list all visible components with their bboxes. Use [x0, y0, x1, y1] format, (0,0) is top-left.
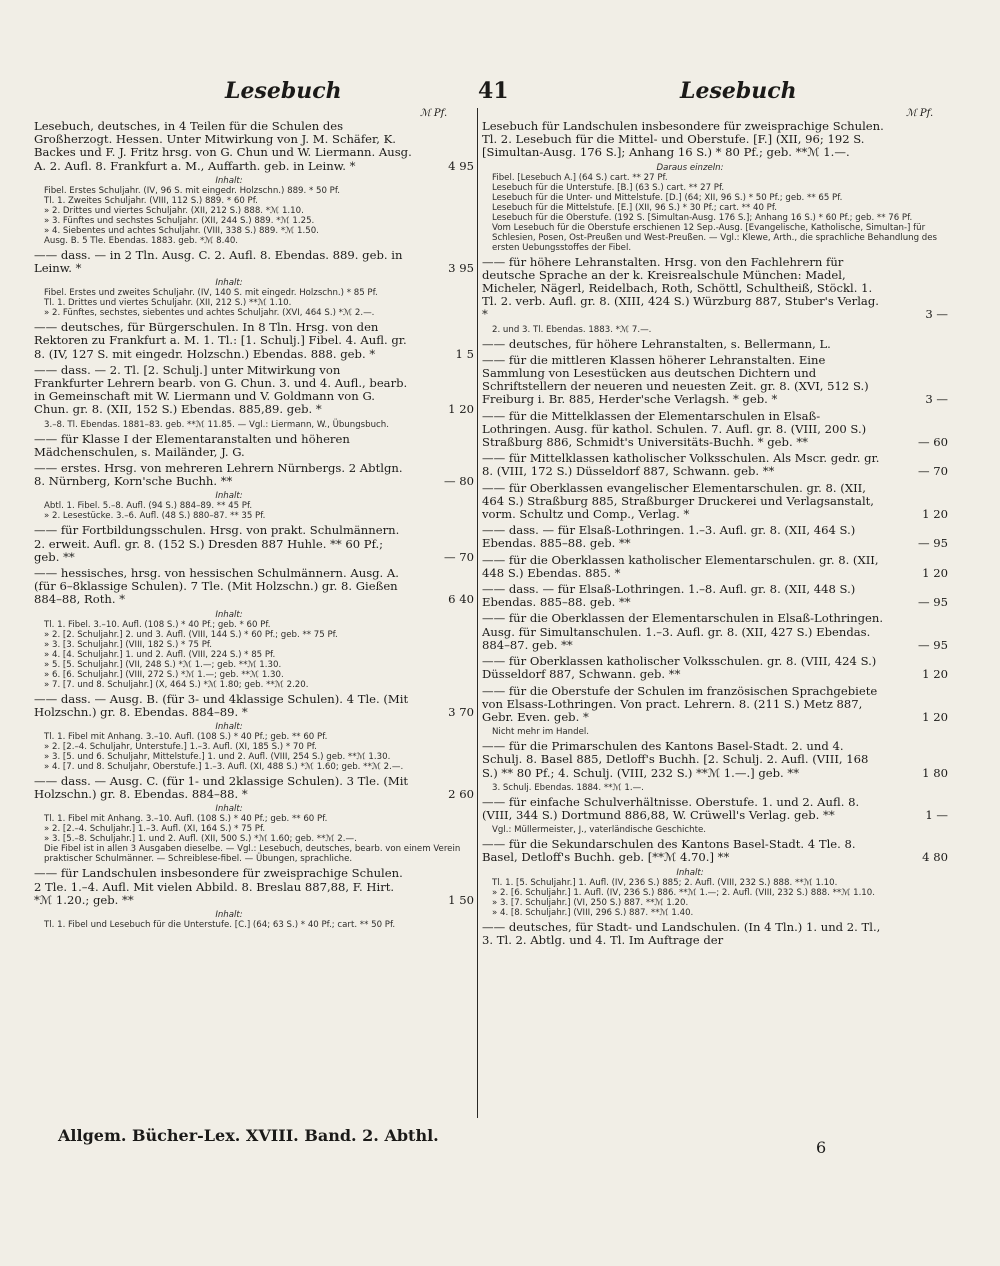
contents-line: Tl. 1. Fibel und Lesebuch für die Unterstufe. [C.] (64; 63 S.) * 40 Pf.; cart. ** 50 Pf. [44, 920, 396, 931]
contents-line: » 4. Siebentes und achtes Schuljahr. (VIII, 338 S.) 889. *ℳ 1.50. [44, 225, 319, 236]
bibliography-entry [482, 685, 948, 725]
bibliography-entry [34, 567, 474, 607]
contents-line: » 6. [6. Schuljahr.] (VIII, 272 S.) *ℳ 1.—; geb. **ℳ 1.30. [44, 669, 284, 680]
left-column [34, 120, 474, 1120]
entry-text: —— deutsches, für Bürgerschulen. In 8 Tln. Hrsg. von den Rektoren zu Frankfurt a. M. 1. Tl.: [1. Schulj.] Fibel. 4. Aufl. gr. 8. (IV, 127 S. mit eingedr. Holzschn.) Ebendas. 888. geb. * [34, 320, 407, 361]
signature-line: Allgem. Bücher-Lex. XVIII. Band. 2. Abthl. [58, 1126, 439, 1145]
bibliography-entry [482, 612, 948, 652]
contents-line: » 3. [5. und 6. Schuljahr, Mittelstufe.] 1. und 2. Aufl. (VIII, 254 S.) geb. **ℳ 1.30. [44, 752, 391, 763]
contents-line: » 2. [2. Schuljahr.] 2. und 3. Aufl. (VIII, 144 S.) * 60 Pf.; geb. ** 75 Pf. [44, 629, 338, 640]
entry-text: —— für die mittleren Klassen höherer Lehranstalten. Eine Sammlung von Lesestücken aus deutschen Dichtern und Schriftstellern der neueren und neuesten Zeit. gr. 8. (XVI, 512 S.) Freiburg i. Br. 885, Herder'sche Verlagsh. * geb. * [482, 352, 869, 407]
bibliography-entry [34, 120, 474, 173]
entry-contents [34, 176, 474, 246]
entry-text: —— für Klasse I der Elementaranstalten und höheren Mädchenschulen, s. Mailänder, J. G. [34, 431, 350, 459]
entry-text: —— für Fortbildungsschulen. Hrsg. von prakt. Schulmännern. 2. erweit. Aufl. gr. 8. (152 S.) Dresden 887 Huhle. ** 60 Pf.; geb. ** [34, 523, 400, 564]
contents-line: Lesebuch für die Unterstufe. [B.] (63 S.) cart. ** 27 Pf. [492, 182, 725, 193]
entry-contents [482, 325, 948, 335]
entry-contents [34, 722, 474, 772]
entry-text: —— für die Oberklassen der Elementarschulen in Elsaß-Lothringen. Ausg. für Simultanschulen. 1.–3. Aufl. gr. 8. (XII, 427 S.) Ebendas. 884–87. geb. ** [482, 611, 884, 652]
bibliography-entry [482, 740, 948, 780]
contents-line: » 2. Lesestücke. 3.–6. Aufl. (48 S.) 880–87. ** 35 Pf. [44, 511, 266, 522]
contents-heading: Inhalt: [215, 722, 243, 733]
contents-line: Tl. 1. [5. Schuljahr.] 1. Aufl. (IV, 236 S.) 885; 2. Aufl. (VIII, 232 S.) 888. **ℳ 1.10. [492, 877, 838, 888]
entry-contents [482, 727, 948, 737]
entry-text: —— erstes. Hrsg. von mehreren Lehrern Nürnbergs. 2 Abtlgn. 8. Nürnberg, Korn'sche Buchh. ** [34, 461, 403, 489]
contents-heading: Inhalt: [215, 175, 243, 186]
running-head-right: Lesebuch [680, 78, 797, 104]
entry-text: —— für höhere Lehranstalten. Hrsg. von den Fachlehrern für deutsche Sprache an der k. Kreisrealschule München: Madel, Micheler, Nägerl, Reidelbach, Roth, Schöttl, Schultheiß, Stöckl. 1. Tl. 2. verb. Aufl. gr. 8. (XIII, 424 S.) Würzburg 887, Stuber's Verlag. * [482, 254, 879, 322]
entry-contents [34, 804, 474, 864]
entry-price: — 70 [917, 464, 948, 479]
entry-contents [34, 610, 474, 690]
entry-text: Lesebuch für Landschulen insbesondere für zweisprachige Schulen. Tl. 2. Lesebuch für die Mittel- und Oberstufe. [F.] (XII, 96; 192 S. [Simultan-Ausg. 176 S.]; Anhang 16 S.) * 80 Pf.; geb. **ℳ 1.—. [482, 120, 884, 160]
contents-line: » 3. Fünftes und sechstes Schuljahr. (XII, 244 S.) 889. *ℳ 1.25. [44, 215, 315, 226]
contents-line: Vom Lesebuch für die Oberstufe erschienen 12 Sep.-Ausg. [Evangelische, Katholische, Simultan-] für Schlesien, Posen, Ost-Preußen und West-Preußen. — Vgl.: Klewe, Arth., die sprachliche Behandlung des ersten Uebungsstoffes der Fibel. [492, 222, 938, 253]
entry-contents [34, 910, 474, 930]
bibliography-entry [34, 364, 474, 417]
contents-line: Lesebuch für die Unter- und Mittelstufe. [D.] (64; XII, 96 S.) * 50 Pf.; geb. ** 65 Pf. [492, 192, 843, 203]
contents-line: Fibel. Erstes und zweites Schuljahr. (IV, 140 S. mit eingedr. Holzschn.) * 85 Pf. [44, 288, 378, 299]
entry-text: —— für Mittelklassen katholischer Volksschulen. Als Mscr. gedr. gr. 8. (VIII, 172 S.) Düsseldorf 887, Schwann. geb. ** [482, 451, 880, 479]
entry-text: —— dass. — für Elsaß-Lothringen. 1.–3. Aufl. gr. 8. (XII, 464 S.) Ebendas. 885–88. geb. ** [482, 523, 856, 551]
bibliography-entry [482, 554, 948, 580]
entry-text: —— dass. — 2. Tl. [2. Schulj.] unter Mitwirkung von Frankfurter Lehrern bearb. von G. Chun. 3. und 4. Aufl., bearb. in Gemeinschaft mit W. Liermann und V. Goldmann von G. Chun. gr. 8. (XII, 152 S.) Ebendas. 885,89. geb. * [34, 362, 408, 417]
contents-line: » 3. [3. Schuljahr.] (VIII, 182 S.) * 75 Pf. [44, 639, 213, 650]
bibliography-entry [482, 655, 948, 681]
right-column [482, 120, 948, 1130]
contents-line: 3. Schulj. Ebendas. 1884. **ℳ 1.—. [492, 782, 644, 793]
entry-price: 4 80 [922, 850, 948, 865]
entry-price: 4 95 [448, 158, 474, 173]
entry-price: 1 80 [922, 765, 948, 780]
contents-line: Tl. 1. Fibel. 3.–10. Aufl. (108 S.) * 40 Pf.; geb. * 60 Pf. [44, 619, 271, 630]
contents-line: » 2. [6. Schuljahr.] 1. Aufl. (IV, 236 S.) 886. **ℳ 1.—; 2. Aufl. (VIII, 232 S.) 888. **ℳ 1.10. [492, 887, 875, 898]
entry-text: —— dass. — Ausg. C. (für 1- und 2klassige Schulen). 3 Tle. (Mit Holzschn.) gr. 8. Ebendas. 884–88. * [34, 774, 409, 802]
contents-heading: Inhalt: [215, 609, 243, 620]
entry-price: — 95 [917, 536, 948, 551]
entry-price: 1 20 [922, 709, 948, 724]
entry-text: —— für die Oberklassen katholischer Elementarschulen. gr. 8. (XII, 448 S.) Ebendas. 885. * [482, 552, 879, 580]
bibliography-entry [34, 433, 474, 459]
bibliography-entry [34, 867, 474, 907]
contents-line: Abtl. 1. Fibel. 5.–8. Aufl. (94 S.) 884–89. ** 45 Pf. [44, 501, 253, 512]
entry-text: —— für Landschulen insbesondere für zweisprachige Schulen. 2 Tle. 1.–4. Aufl. Mit vielen Abbild. 8. Breslau 887,88, F. Hirt. *ℳ 1.20.; geb. ** [34, 866, 403, 907]
bibliography-entry [34, 693, 474, 719]
contents-heading: Daraus einzeln: [656, 162, 724, 173]
bibliography-entry [34, 524, 474, 564]
contents-line: Nicht mehr im Handel. [492, 727, 589, 738]
entry-contents [34, 491, 474, 521]
contents-line: Die Fibel ist in allen 3 Ausgaben dieselbe. — Vgl.: Lesebuch, deutsches, bearb. von einem Verein praktischer Schulmänner. — Schreiblese-fibel. — Übungen, sprachliche. [44, 844, 461, 865]
entry-text: —— deutsches, für höhere Lehranstalten, s. Bellermann, L. [482, 336, 831, 351]
entry-price: 1 5 [455, 346, 474, 361]
contents-line: Tl. 1. Fibel mit Anhang. 3.–10. Aufl. (108 S.) * 40 Pf.; geb. ** 60 Pf. [44, 732, 328, 743]
contents-line: » 3. [5.–8. Schuljahr.] 1. und 2. Aufl. (XII, 500 S.) *ℳ 1.60; geb. **ℳ 2.—. [44, 834, 357, 845]
entry-contents [482, 825, 948, 835]
entry-text: —— für die Oberstufe der Schulen im französischen Sprachgebiete von Elsass-Lothringen. Von pract. Lehrern. 8. (211 S.) Metz 887, Gebr. Even. geb. * [482, 683, 878, 724]
entry-price: 1 20 [922, 565, 948, 580]
running-head-left: Lesebuch [225, 78, 342, 104]
contents-line: » 2. Drittes und viertes Schuljahr. (XII, 212 S.) 888. *ℳ 1.10. [44, 205, 304, 216]
bibliography-entry [482, 838, 948, 864]
entry-price: — 70 [443, 549, 474, 564]
contents-line: » 4. [8. Schuljahr.] (VIII, 296 S.) 887. **ℳ 1.40. [492, 907, 694, 918]
entry-contents [482, 783, 948, 793]
bibliography-entry [34, 249, 474, 275]
page-number: 41 [478, 78, 509, 104]
entry-text: —— für die Mittelklassen der Elementarschulen in Elsaß-Lothringen. Ausg. für kathol. Schulen. 7. Aufl. gr. 8. (VIII, 200 S.) Straßburg 886, Schmidt's Universitäts-Buchh. * geb. ** [482, 408, 867, 450]
entry-price: 3 — [925, 392, 948, 407]
bibliography-entry [34, 775, 474, 801]
entry-text: —— dass. — für Elsaß-Lothringen. 1.–8. Aufl. gr. 8. (XII, 448 S.) Ebendas. 885–88. geb. ** [482, 582, 856, 610]
entry-contents [482, 868, 948, 918]
entry-price: 1 20 [922, 507, 948, 522]
bibliography-entry [482, 482, 948, 522]
left-price-head: ℳ Pf. [420, 108, 448, 119]
signature-number: 6 [816, 1138, 827, 1157]
contents-line: Vgl.: Müllermeister, J., vaterländische Geschichte. [492, 825, 706, 836]
contents-heading: Inhalt: [215, 804, 243, 815]
contents-heading: Inhalt: [215, 491, 243, 502]
bibliography-entry [482, 120, 948, 160]
contents-line: » 7. [7. und 8. Schuljahr.] (X, 464 S.) *ℳ 1.80; geb. **ℳ 2.20. [44, 679, 309, 690]
contents-line: » 5. [5. Schuljahr.] (VII, 248 S.) *ℳ 1.—; geb. **ℳ 1.30. [44, 659, 282, 670]
entry-price: 6 40 [448, 592, 474, 607]
bibliography-entry [482, 338, 948, 351]
contents-line: Ausg. B. 5 Tle. Ebendas. 1883. geb. *ℳ 8.40. [44, 235, 239, 246]
entry-text: —— hessisches, hrsg. von hessischen Schulmännern. Ausg. A. (für 6–8klassige Schulen). 7 Tle. (Mit Holzschn.) gr. 8. Gießen 884–88, Roth. * [34, 566, 399, 607]
bibliography-entry [482, 410, 948, 450]
contents-line: Lesebuch für die Mittelstufe. [E.] (XII, 96 S.) * 30 Pf.; cart. ** 40 Pf. [492, 202, 777, 213]
bibliography-entry [34, 462, 474, 488]
contents-line: » 4. [7. und 8. Schuljahr, Oberstufe.] 1.–3. Aufl. (XI, 488 S.) *ℳ 1.60; geb. **ℳ 2.—. [44, 762, 404, 773]
entry-price: 1 — [925, 807, 948, 822]
contents-line: Fibel. [Lesebuch A.] (64 S.) cart. ** 27 Pf. [492, 172, 668, 183]
contents-line: Tl. 1. Fibel mit Anhang. 3.–10. Aufl. (108 S.) * 40 Pf.; geb. ** 60 Pf. [44, 814, 328, 825]
entry-text: —— dass. — in 2 Tln. Ausg. C. 2. Aufl. 8. Ebendas. 889. geb. in Leinw. * [34, 247, 403, 276]
bibliography-entry [482, 256, 948, 322]
entry-text: —— für die Primarschulen des Kantons Basel-Stadt. 2. und 4. Schulj. 8. Basel 885, Detloff's Buchh. [2. Schulj. 2. Aufl. (VIII, 168 S.) ** 80 Pf.; 4. Schulj. (VIII, 232 S.) **ℳ 1.—.] geb. ** [482, 739, 869, 780]
entry-text: —— für Oberklassen evangelischer Elementarschulen. gr. 8. (XII, 464 S.) Straßburg 885, Straßburger Druckerei und Verlagsanstalt, vorm. Schultz und Comp., Verlag. * [482, 480, 874, 522]
column-divider [477, 108, 478, 1118]
contents-line: Fibel. Erstes Schuljahr. (IV, 96 S. mit eingedr. Holzschn.) 889. * 50 Pf. [44, 185, 340, 196]
bibliography-entry [482, 583, 948, 609]
bibliography-entry [34, 321, 474, 361]
bibliography-entry [482, 354, 948, 407]
entry-price: — 80 [443, 474, 474, 489]
entry-contents [34, 278, 474, 318]
entry-text: —— für einfache Schulverhältnisse. Oberstufe. 1. und 2. Aufl. 8. (VIII, 344 S.) Dortmund 886,88, W. Crüwell's Verlag. geb. ** [482, 794, 860, 822]
entry-text: —— dass. — Ausg. B. (für 3- und 4klassige Schulen). 4 Tle. (Mit Holzschn.) gr. 8. Ebendas. 884–89. * [34, 691, 409, 719]
entry-price: 3 95 [448, 261, 474, 276]
contents-line: » 4. [4. Schuljahr.] 1. und 2. Aufl. (VIII, 224 S.) * 85 Pf. [44, 649, 276, 660]
contents-line: Lesebuch für die Oberstufe. (192 S. [Simultan-Ausg. 176 S.]; Anhang 16 S.) * 60 Pf.; geb. ** 76 Pf. [492, 212, 913, 223]
bibliography-entry [482, 452, 948, 478]
entry-price: 3 — [925, 307, 948, 322]
bibliography-entry [482, 796, 948, 822]
entry-contents [34, 420, 474, 430]
entry-price: 1 20 [922, 667, 948, 682]
entry-price: — 95 [917, 595, 948, 610]
contents-line: » 2. [2.–4. Schuljahr, Unterstufe.] 1.–3. Aufl. (XI, 185 S.) * 70 Pf. [44, 742, 317, 753]
entry-price: 2 60 [448, 787, 474, 802]
contents-line: » 3. [7. Schuljahr.] (VI, 250 S.) 887. **ℳ 1.20. [492, 897, 689, 908]
entry-text: —— für Oberklassen katholischer Volksschulen. gr. 8. (VIII, 424 S.) Düsseldorf 887, Schwann. geb. ** [482, 654, 877, 682]
contents-line: » 2. Fünftes, sechstes, siebentes und achtes Schuljahr. (XVI, 464 S.) *ℳ 2.—. [44, 308, 375, 319]
right-price-head: ℳ Pf. [906, 108, 934, 119]
contents-line: 3.–8. Tl. Ebendas. 1881–83. geb. **ℳ 11.85. — Vgl.: Liermann, W., Übungsbuch. [44, 419, 389, 430]
entry-price: 3 70 [448, 704, 474, 719]
contents-line: 2. und 3. Tl. Ebendas. 1883. *ℳ 7.—. [492, 324, 652, 335]
contents-heading: Inhalt: [215, 278, 243, 289]
entry-price: — 95 [917, 637, 948, 652]
entry-price: 1 20 [448, 402, 474, 417]
entry-price: 1 50 [448, 892, 474, 907]
bibliography-entry [482, 524, 948, 550]
entry-price: — 60 [917, 435, 948, 450]
entry-text: —— für die Sekundarschulen des Kantons Basel-Stadt. 4 Tle. 8. Basel, Detloff's Buchh. geb. [**ℳ 4.70.] ** [482, 837, 856, 865]
entry-contents [482, 163, 948, 253]
contents-heading: Inhalt: [676, 867, 704, 878]
contents-line: Tl. 1. Zweites Schuljahr. (VIII, 112 S.) 889. * 60 Pf. [44, 195, 258, 206]
contents-line: » 2. [2.–4. Schuljahr.] 1.–3. Aufl. (XI, 164 S.) * 75 Pf. [44, 824, 266, 835]
entry-text: —— deutsches, für Stadt- und Landschulen. (In 4 Tln.) 1. und 2. Tl., 3. Tl. 2. Abtlg. und 4. Tl. Im Auftrage der [482, 919, 881, 947]
contents-heading: Inhalt: [215, 910, 243, 921]
contents-line: Tl. 1. Drittes und viertes Schuljahr. (XII, 212 S.) **ℳ 1.10. [44, 298, 292, 309]
bibliography-entry [482, 921, 948, 947]
entry-text: Lesebuch, deutsches, in 4 Teilen für die Schulen des Großherzogt. Hessen. Unter Mitwirkung von J. M. Schäfer, K. Backes und F. J. Fritz hrsg. von G. Chun und W. Liermann. Ausg. A. 2. Aufl. 8. Frankfurt a. M., Auffarth. geb. in Leinw. * [34, 120, 412, 173]
